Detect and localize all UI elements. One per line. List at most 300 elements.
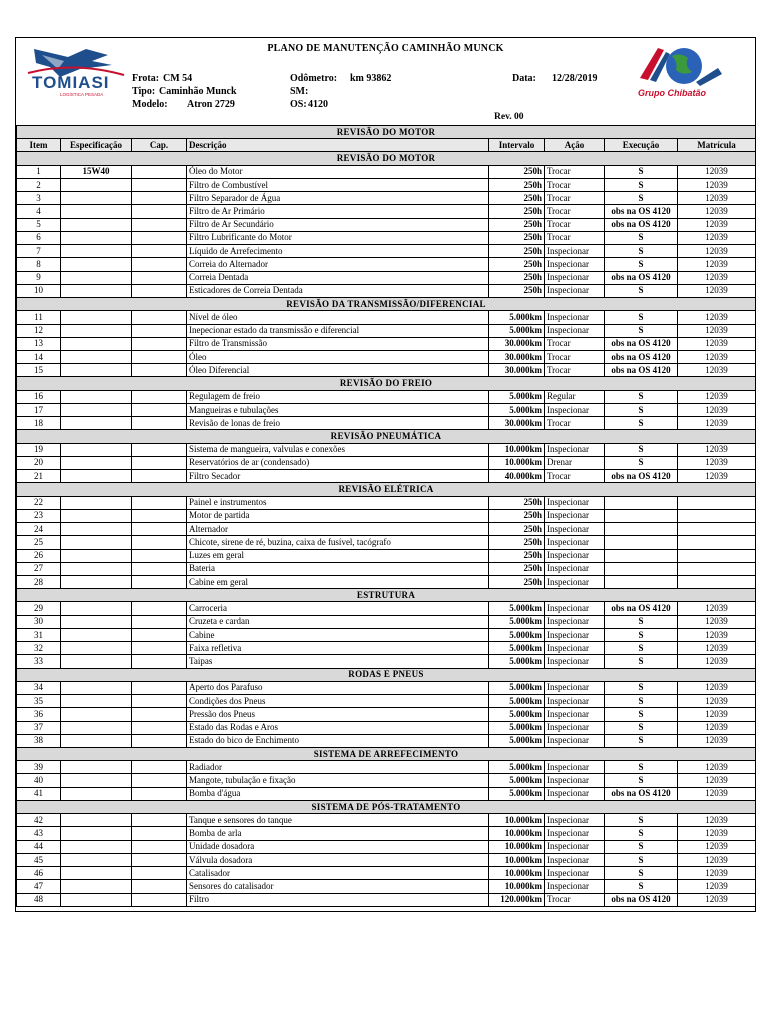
cell-especificacao bbox=[61, 721, 132, 734]
cell-item: 43 bbox=[17, 827, 61, 840]
table-row bbox=[17, 893, 756, 906]
cell-intervalo: 250h bbox=[489, 562, 545, 575]
cell-item: 19 bbox=[17, 443, 61, 456]
cell-descricao: Revisão de lonas de freio bbox=[187, 417, 489, 430]
table-row bbox=[17, 364, 756, 377]
cell-especificacao bbox=[61, 311, 132, 324]
table-row bbox=[17, 456, 756, 469]
cell-especificacao bbox=[61, 695, 132, 708]
cell-execucao: S bbox=[605, 245, 678, 258]
cell-execucao: S bbox=[605, 390, 678, 403]
cell-descricao: Cabine em geral bbox=[187, 575, 489, 588]
cell-especificacao bbox=[61, 470, 132, 483]
cell-execucao: S bbox=[605, 655, 678, 668]
cell-cap bbox=[132, 231, 187, 244]
cell-execucao: S bbox=[605, 880, 678, 893]
table-row bbox=[17, 655, 756, 668]
cell-cap bbox=[132, 628, 187, 641]
cell-matricula: 12039 bbox=[678, 602, 756, 615]
table-row bbox=[17, 417, 756, 430]
cell-execucao: S bbox=[605, 761, 678, 774]
cell-especificacao bbox=[61, 350, 132, 363]
cell-intervalo: 250h bbox=[489, 549, 545, 562]
cell-especificacao bbox=[61, 403, 132, 416]
cell-acao: Inspecionar bbox=[545, 814, 605, 827]
cell-cap bbox=[132, 284, 187, 297]
table-row bbox=[17, 258, 756, 271]
cell-intervalo: 250h bbox=[489, 192, 545, 205]
cell-especificacao bbox=[61, 734, 132, 747]
cell-cap bbox=[132, 509, 187, 522]
sm-label: SM: bbox=[290, 86, 309, 97]
cell-descricao: Filtro Secador bbox=[187, 470, 489, 483]
cell-acao: Inspecionar bbox=[545, 562, 605, 575]
cell-acao: Inspecionar bbox=[545, 708, 605, 721]
cell-cap bbox=[132, 681, 187, 694]
cell-intervalo: 30.000km bbox=[489, 417, 545, 430]
cell-descricao: Cabine bbox=[187, 628, 489, 641]
cell-matricula: 12039 bbox=[678, 628, 756, 641]
cell-matricula: 12039 bbox=[678, 403, 756, 416]
cell-item: 48 bbox=[17, 893, 61, 906]
cell-execucao: obs na OS 4120 bbox=[605, 602, 678, 615]
cell-descricao: Aperto dos Parafuso bbox=[187, 681, 489, 694]
column-header-intervalo: Intervalo bbox=[489, 139, 545, 152]
cell-item: 3 bbox=[17, 192, 61, 205]
cell-cap bbox=[132, 734, 187, 747]
table-row bbox=[17, 827, 756, 840]
table-row bbox=[17, 761, 756, 774]
cell-execucao: S bbox=[605, 642, 678, 655]
table-row bbox=[17, 602, 756, 615]
cell-acao: Inspecionar bbox=[545, 628, 605, 641]
cell-item: 44 bbox=[17, 840, 61, 853]
cell-cap bbox=[132, 655, 187, 668]
cell-especificacao bbox=[61, 681, 132, 694]
cell-execucao bbox=[605, 536, 678, 549]
cell-descricao: Taipas bbox=[187, 655, 489, 668]
table-top-title-row bbox=[17, 126, 756, 139]
cell-matricula: 12039 bbox=[678, 681, 756, 694]
cell-intervalo: 10.000km bbox=[489, 827, 545, 840]
os-label: OS: bbox=[290, 99, 307, 110]
table-row bbox=[17, 311, 756, 324]
cell-item: 35 bbox=[17, 695, 61, 708]
cell-execucao: S bbox=[605, 456, 678, 469]
cell-execucao: S bbox=[605, 403, 678, 416]
table-row bbox=[17, 575, 756, 588]
section-header-row bbox=[17, 668, 756, 681]
cell-item: 33 bbox=[17, 655, 61, 668]
cell-matricula: 12039 bbox=[678, 761, 756, 774]
section-title: REVISÃO ELÉTRICA bbox=[17, 483, 756, 496]
cell-intervalo: 10.000km bbox=[489, 814, 545, 827]
cell-especificacao bbox=[61, 231, 132, 244]
cell-matricula: 12039 bbox=[678, 708, 756, 721]
table-row bbox=[17, 350, 756, 363]
sheet-header bbox=[16, 38, 755, 125]
cell-descricao: Correia do Alternador bbox=[187, 258, 489, 271]
cell-especificacao bbox=[61, 655, 132, 668]
table-row bbox=[17, 443, 756, 456]
cell-execucao: obs na OS 4120 bbox=[605, 337, 678, 350]
frota-label: Frota: bbox=[132, 73, 160, 84]
cell-descricao: Nível de óleo bbox=[187, 311, 489, 324]
cell-acao: Inspecionar bbox=[545, 324, 605, 337]
cell-matricula: 12039 bbox=[678, 364, 756, 377]
table-row bbox=[17, 708, 756, 721]
cell-item: 5 bbox=[17, 218, 61, 231]
cell-item: 18 bbox=[17, 417, 61, 430]
section-header-row bbox=[17, 483, 756, 496]
cell-acao: Trocar bbox=[545, 205, 605, 218]
cell-matricula: 12039 bbox=[678, 218, 756, 231]
odometro-label: Odômetro: bbox=[290, 73, 338, 84]
cell-especificacao bbox=[61, 496, 132, 509]
table-row bbox=[17, 774, 756, 787]
cell-intervalo: 250h bbox=[489, 536, 545, 549]
cell-cap bbox=[132, 761, 187, 774]
section-title: SISTEMA DE ARREFECIMENTO bbox=[17, 748, 756, 761]
cell-matricula: 12039 bbox=[678, 324, 756, 337]
cell-item: 34 bbox=[17, 681, 61, 694]
cell-item: 42 bbox=[17, 814, 61, 827]
cell-intervalo: 5.000km bbox=[489, 761, 545, 774]
cell-especificacao bbox=[61, 867, 132, 880]
cell-execucao: S bbox=[605, 695, 678, 708]
cell-matricula: 12039 bbox=[678, 258, 756, 271]
cell-especificacao bbox=[61, 575, 132, 588]
cell-especificacao bbox=[61, 192, 132, 205]
cell-especificacao bbox=[61, 615, 132, 628]
cell-cap bbox=[132, 258, 187, 271]
cell-descricao: Correia Dentada bbox=[187, 271, 489, 284]
section-title: SISTEMA DE PÓS-TRATAMENTO bbox=[17, 800, 756, 813]
table-row bbox=[17, 284, 756, 297]
cell-especificacao bbox=[61, 178, 132, 191]
cell-descricao: Filtro de Ar Secundário bbox=[187, 218, 489, 231]
section-title: RODAS E PNEUS bbox=[17, 668, 756, 681]
cell-acao: Inspecionar bbox=[545, 311, 605, 324]
cell-acao: Trocar bbox=[545, 178, 605, 191]
column-header-execucao: Execução bbox=[605, 139, 678, 152]
cell-intervalo: 30.000km bbox=[489, 350, 545, 363]
cell-cap bbox=[132, 774, 187, 787]
cell-cap bbox=[132, 536, 187, 549]
table-row bbox=[17, 324, 756, 337]
cell-item: 8 bbox=[17, 258, 61, 271]
cell-descricao: Reservatórios de ar (condensado) bbox=[187, 456, 489, 469]
cell-execucao: S bbox=[605, 734, 678, 747]
table-row bbox=[17, 523, 756, 536]
cell-matricula: 12039 bbox=[678, 721, 756, 734]
cell-item: 31 bbox=[17, 628, 61, 641]
tipo-label: Tipo: bbox=[132, 86, 156, 97]
cell-execucao: S bbox=[605, 708, 678, 721]
cell-descricao: Bomba d'água bbox=[187, 787, 489, 800]
cell-execucao: obs na OS 4120 bbox=[605, 787, 678, 800]
cell-acao: Inspecionar bbox=[545, 575, 605, 588]
cell-especificacao bbox=[61, 562, 132, 575]
revision-label: Rev. 00 bbox=[494, 112, 524, 122]
cell-execucao: S bbox=[605, 311, 678, 324]
cell-especificacao bbox=[61, 284, 132, 297]
cell-descricao: Luzes em geral bbox=[187, 549, 489, 562]
cell-item: 24 bbox=[17, 523, 61, 536]
cell-acao: Trocar bbox=[545, 165, 605, 178]
cell-intervalo: 250h bbox=[489, 258, 545, 271]
cell-descricao: Válvula dosadora bbox=[187, 853, 489, 866]
cell-execucao: obs na OS 4120 bbox=[605, 893, 678, 906]
cell-intervalo: 5.000km bbox=[489, 642, 545, 655]
cell-acao: Inspecionar bbox=[545, 761, 605, 774]
column-header-matricula: Matrícula bbox=[678, 139, 756, 152]
cell-intervalo: 5.000km bbox=[489, 787, 545, 800]
cell-acao: Inspecionar bbox=[545, 827, 605, 840]
cell-especificacao bbox=[61, 827, 132, 840]
cell-item: 28 bbox=[17, 575, 61, 588]
frota-value: CM 54 bbox=[163, 73, 193, 84]
column-header-cap: Cap. bbox=[132, 139, 187, 152]
section-title: ESTRUTURA bbox=[17, 589, 756, 602]
data-value: 12/28/2019 bbox=[552, 73, 598, 84]
cell-cap bbox=[132, 324, 187, 337]
cell-intervalo: 250h bbox=[489, 218, 545, 231]
cell-matricula: 12039 bbox=[678, 205, 756, 218]
cell-especificacao bbox=[61, 364, 132, 377]
table-top-title: REVISÃO DO MOTOR bbox=[17, 126, 756, 139]
cell-descricao: Inepecionar estado da transmissão e diferencial bbox=[187, 324, 489, 337]
cell-cap bbox=[132, 721, 187, 734]
cell-acao: Trocar bbox=[545, 417, 605, 430]
cell-descricao: Alternador bbox=[187, 523, 489, 536]
cell-descricao: Mangote, tubulação e fixação bbox=[187, 774, 489, 787]
cell-intervalo: 10.000km bbox=[489, 853, 545, 866]
section-title: REVISÃO PNEUMÁTICA bbox=[17, 430, 756, 443]
cell-intervalo: 5.000km bbox=[489, 721, 545, 734]
cell-execucao: S bbox=[605, 615, 678, 628]
cell-intervalo: 250h bbox=[489, 575, 545, 588]
cell-acao: Inspecionar bbox=[545, 509, 605, 522]
cell-cap bbox=[132, 893, 187, 906]
cell-execucao bbox=[605, 496, 678, 509]
cell-matricula: 12039 bbox=[678, 695, 756, 708]
cell-cap bbox=[132, 417, 187, 430]
table-row bbox=[17, 814, 756, 827]
cell-acao: Trocar bbox=[545, 470, 605, 483]
cell-execucao: S bbox=[605, 840, 678, 853]
os-value: 4120 bbox=[308, 99, 328, 110]
table-row bbox=[17, 628, 756, 641]
odometro-value: km 93862 bbox=[350, 73, 392, 84]
table-row bbox=[17, 245, 756, 258]
cell-descricao: Pressão dos Pneus bbox=[187, 708, 489, 721]
cell-especificacao bbox=[61, 549, 132, 562]
cell-matricula bbox=[678, 509, 756, 522]
cell-descricao: Unidade dosadora bbox=[187, 840, 489, 853]
cell-execucao: obs na OS 4120 bbox=[605, 205, 678, 218]
table-row bbox=[17, 853, 756, 866]
cell-item: 7 bbox=[17, 245, 61, 258]
cell-intervalo: 5.000km bbox=[489, 655, 545, 668]
cell-cap bbox=[132, 364, 187, 377]
cell-intervalo: 250h bbox=[489, 231, 545, 244]
cell-matricula: 12039 bbox=[678, 192, 756, 205]
cell-execucao bbox=[605, 549, 678, 562]
cell-intervalo: 30.000km bbox=[489, 364, 545, 377]
cell-acao: Inspecionar bbox=[545, 403, 605, 416]
section-header-row bbox=[17, 152, 756, 165]
cell-cap bbox=[132, 787, 187, 800]
section-header-row bbox=[17, 298, 756, 311]
cell-descricao: Filtro Separador de Água bbox=[187, 192, 489, 205]
cell-descricao: Regulagem de freio bbox=[187, 390, 489, 403]
cell-descricao: Faixa refletiva bbox=[187, 642, 489, 655]
cell-cap bbox=[132, 814, 187, 827]
cell-acao: Inspecionar bbox=[545, 734, 605, 747]
cell-acao: Inspecionar bbox=[545, 681, 605, 694]
cell-especificacao bbox=[61, 417, 132, 430]
cell-acao: Inspecionar bbox=[545, 496, 605, 509]
cell-matricula: 12039 bbox=[678, 350, 756, 363]
cell-item: 4 bbox=[17, 205, 61, 218]
cell-intervalo: 5.000km bbox=[489, 774, 545, 787]
cell-acao: Inspecionar bbox=[545, 840, 605, 853]
cell-descricao: Bomba de arla bbox=[187, 827, 489, 840]
cell-matricula: 12039 bbox=[678, 178, 756, 191]
cell-acao: Drenar bbox=[545, 456, 605, 469]
cell-cap bbox=[132, 708, 187, 721]
cell-descricao: Catalisador bbox=[187, 867, 489, 880]
cell-item: 12 bbox=[17, 324, 61, 337]
cell-matricula bbox=[678, 562, 756, 575]
cell-item: 6 bbox=[17, 231, 61, 244]
cell-matricula: 12039 bbox=[678, 417, 756, 430]
cell-intervalo: 10.000km bbox=[489, 443, 545, 456]
cell-execucao bbox=[605, 562, 678, 575]
cell-execucao bbox=[605, 523, 678, 536]
table-row bbox=[17, 840, 756, 853]
maintenance-table bbox=[16, 125, 756, 907]
cell-descricao: Filtro bbox=[187, 893, 489, 906]
cell-item: 10 bbox=[17, 284, 61, 297]
cell-especificacao bbox=[61, 761, 132, 774]
cell-acao: Inspecionar bbox=[545, 853, 605, 866]
table-row bbox=[17, 549, 756, 562]
cell-matricula: 12039 bbox=[678, 655, 756, 668]
cell-acao: Inspecionar bbox=[545, 867, 605, 880]
cell-especificacao bbox=[61, 536, 132, 549]
cell-execucao: S bbox=[605, 192, 678, 205]
cell-matricula: 12039 bbox=[678, 615, 756, 628]
cell-item: 46 bbox=[17, 867, 61, 880]
table-row bbox=[17, 880, 756, 893]
cell-especificacao bbox=[61, 258, 132, 271]
cell-descricao: Filtro de Ar Primário bbox=[187, 205, 489, 218]
cell-item: 39 bbox=[17, 761, 61, 774]
cell-descricao: Óleo bbox=[187, 350, 489, 363]
section-title: REVISÃO DA TRANSMISSÃO/DIFERENCIAL bbox=[17, 298, 756, 311]
cell-execucao: obs na OS 4120 bbox=[605, 364, 678, 377]
table-row bbox=[17, 470, 756, 483]
cell-acao: Inspecionar bbox=[545, 642, 605, 655]
cell-acao: Inspecionar bbox=[545, 615, 605, 628]
table-row bbox=[17, 681, 756, 694]
cell-execucao: S bbox=[605, 721, 678, 734]
cell-intervalo: 5.000km bbox=[489, 708, 545, 721]
cell-descricao: Condições dos Pneus bbox=[187, 695, 489, 708]
cell-intervalo: 10.000km bbox=[489, 867, 545, 880]
table-row bbox=[17, 496, 756, 509]
cell-intervalo: 250h bbox=[489, 284, 545, 297]
cell-intervalo: 250h bbox=[489, 165, 545, 178]
cell-intervalo: 250h bbox=[489, 245, 545, 258]
cell-execucao: obs na OS 4120 bbox=[605, 271, 678, 284]
cell-item: 40 bbox=[17, 774, 61, 787]
column-header-descricao: Descrição bbox=[187, 139, 489, 152]
cell-intervalo: 5.000km bbox=[489, 734, 545, 747]
cell-intervalo: 250h bbox=[489, 271, 545, 284]
table-row bbox=[17, 403, 756, 416]
cell-especificacao bbox=[61, 880, 132, 893]
maintenance-sheet bbox=[15, 37, 756, 912]
cell-acao: Inspecionar bbox=[545, 721, 605, 734]
cell-especificacao bbox=[61, 708, 132, 721]
cell-especificacao bbox=[61, 456, 132, 469]
cell-execucao: obs na OS 4120 bbox=[605, 470, 678, 483]
cell-execucao: S bbox=[605, 774, 678, 787]
cell-matricula: 12039 bbox=[678, 390, 756, 403]
cell-descricao: Óleo do Motor bbox=[187, 165, 489, 178]
cell-item: 20 bbox=[17, 456, 61, 469]
cell-matricula bbox=[678, 496, 756, 509]
cell-descricao: Óleo Diferencial bbox=[187, 364, 489, 377]
column-header-acao: Ação bbox=[545, 139, 605, 152]
cell-cap bbox=[132, 218, 187, 231]
cell-especificacao bbox=[61, 245, 132, 258]
cell-cap bbox=[132, 880, 187, 893]
cell-cap bbox=[132, 840, 187, 853]
cell-matricula: 12039 bbox=[678, 443, 756, 456]
table-row bbox=[17, 205, 756, 218]
table-row bbox=[17, 562, 756, 575]
cell-cap bbox=[132, 350, 187, 363]
cell-descricao: Mangueiras e tubulações bbox=[187, 403, 489, 416]
table-row bbox=[17, 642, 756, 655]
document-title: PLANO DE MANUTENÇÃO CAMINHÃO MUNCK bbox=[267, 43, 504, 54]
cell-descricao: Radiador bbox=[187, 761, 489, 774]
cell-acao: Trocar bbox=[545, 231, 605, 244]
cell-item: 32 bbox=[17, 642, 61, 655]
table-body bbox=[17, 152, 756, 906]
cell-execucao: S bbox=[605, 628, 678, 641]
cell-especificacao bbox=[61, 840, 132, 853]
cell-cap bbox=[132, 390, 187, 403]
cell-cap bbox=[132, 178, 187, 191]
cell-cap bbox=[132, 523, 187, 536]
cell-intervalo: 5.000km bbox=[489, 615, 545, 628]
cell-item: 26 bbox=[17, 549, 61, 562]
cell-item: 47 bbox=[17, 880, 61, 893]
cell-item: 9 bbox=[17, 271, 61, 284]
cell-acao: Trocar bbox=[545, 893, 605, 906]
table-row bbox=[17, 178, 756, 191]
cell-execucao: S bbox=[605, 284, 678, 297]
cell-matricula: 12039 bbox=[678, 642, 756, 655]
cell-cap bbox=[132, 853, 187, 866]
cell-especificacao bbox=[61, 628, 132, 641]
cell-intervalo: 250h bbox=[489, 509, 545, 522]
